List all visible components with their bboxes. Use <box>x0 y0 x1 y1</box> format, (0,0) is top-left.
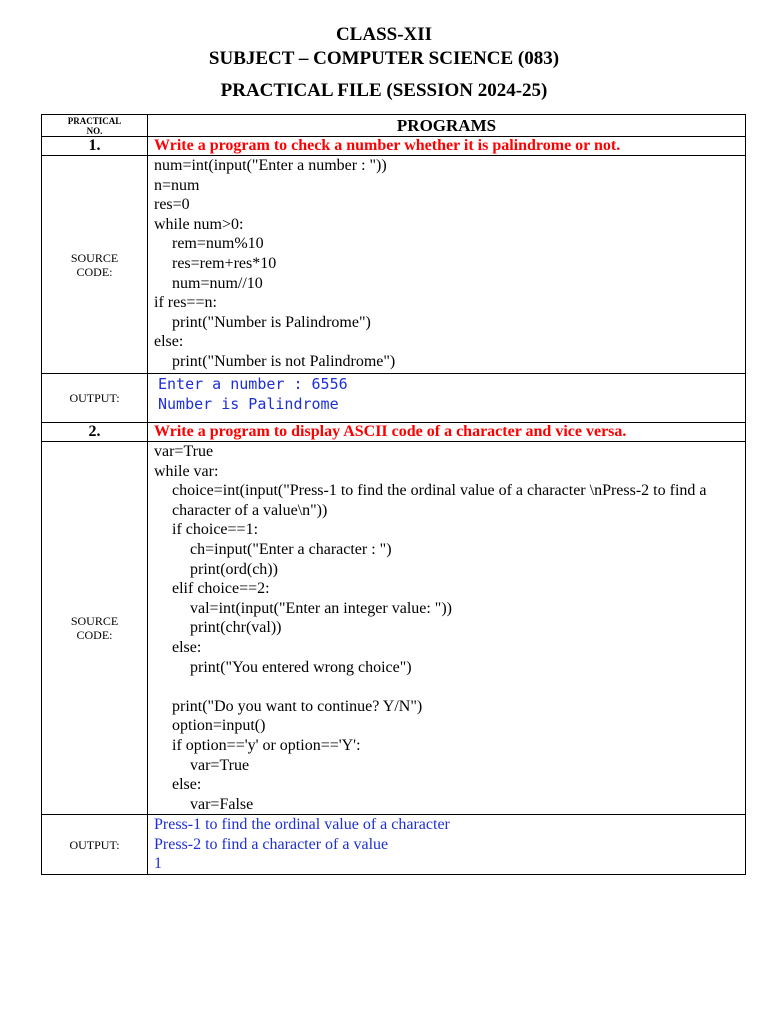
code-line: choice=int(input("Press-1 to find the ordinal value of a character \nPress-2 to find a character of a value\n")) <box>172 482 711 519</box>
output-line: Press-1 to find the ordinal value of a character <box>154 816 450 834</box>
source-label-line2: CODE: <box>76 264 113 279</box>
practical-question: Write a program to display ASCII code of a character and vice versa. <box>148 423 746 442</box>
code-line: if res==n: <box>154 294 217 312</box>
practical-number: 2. <box>42 423 148 442</box>
code-line: ch=input("Enter a character : ") <box>190 540 392 558</box>
output-text <box>148 815 746 875</box>
code-line: n=num <box>154 176 200 194</box>
output-row <box>42 815 746 875</box>
source-label-line1: SOURCE <box>70 250 119 265</box>
code-line: rem=num%10 <box>172 235 264 253</box>
practical-question-row <box>42 423 746 442</box>
code-line: else: <box>172 776 202 794</box>
code-line: if option=='y' or option=='Y': <box>172 736 361 754</box>
output-line: 1 <box>154 855 162 873</box>
table-header-row <box>42 115 746 137</box>
practical-number: 1. <box>42 137 148 156</box>
output-line: Number is Palindrome <box>158 395 339 413</box>
code-line: var=False <box>190 795 254 813</box>
code-line: while var: <box>154 462 219 480</box>
code-line: print("You entered wrong choice") <box>190 658 412 676</box>
code-blank-line <box>154 677 739 697</box>
code-line: var=True <box>154 443 214 460</box>
code-line: res=0 <box>154 196 190 214</box>
code-line: print(chr(val)) <box>190 619 282 637</box>
class-title: CLASS-XII <box>335 24 433 45</box>
code-line: num=int(input("Enter a number : ")) <box>154 157 387 174</box>
output-line: Enter a number : 6556 <box>158 375 348 393</box>
practical-no-label-1: PRACTICAL <box>67 115 122 126</box>
source-code-label <box>42 442 148 815</box>
practical-no-header <box>42 115 148 137</box>
code-line: res=rem+res*10 <box>172 254 277 272</box>
subject-title: SUBJECT – COMPUTER SCIENCE (083) <box>208 48 560 69</box>
practical-question-row <box>42 137 746 156</box>
output-screenshot <box>148 374 746 423</box>
source-label-line2: CODE: <box>76 628 113 643</box>
output-row <box>42 374 746 423</box>
code-line: var=True <box>190 756 250 774</box>
code-line: while num>0: <box>154 215 244 233</box>
output-label: OUTPUT: <box>42 815 148 875</box>
source-label-line1: SOURCE <box>70 614 119 629</box>
code-line: print("Number is Palindrome") <box>172 313 371 331</box>
code-line: else: <box>154 333 184 351</box>
document-header <box>0 24 768 102</box>
code-line: option=input() <box>172 717 266 735</box>
source-code-block <box>148 442 746 815</box>
output-label: OUTPUT: <box>42 374 148 423</box>
output-line: Press-2 to find a character of a value <box>154 835 389 853</box>
code-line: else: <box>172 638 202 656</box>
source-code-row <box>42 442 746 815</box>
code-line: print(ord(ch)) <box>190 560 278 578</box>
practical-no-label-2: NO. <box>86 125 103 136</box>
code-line: print("Do you want to continue? Y/N") <box>172 697 423 715</box>
programs-header: PROGRAMS <box>148 115 746 137</box>
source-code-block <box>148 156 746 374</box>
code-line: elif choice==2: <box>172 580 270 598</box>
code-line: num=num//10 <box>172 274 263 292</box>
code-line: if choice==1: <box>172 521 259 539</box>
practical-question: Write a program to check a number whether it is palindrome or not. <box>148 137 746 156</box>
source-code-row <box>42 156 746 374</box>
practical-file-title: PRACTICAL FILE (SESSION 2024-25) <box>220 80 548 101</box>
code-line: print("Number is not Palindrome") <box>172 352 396 370</box>
code-line: val=int(input("Enter an integer value: ")) <box>190 599 452 617</box>
practical-table <box>41 114 746 875</box>
source-code-label <box>42 156 148 374</box>
